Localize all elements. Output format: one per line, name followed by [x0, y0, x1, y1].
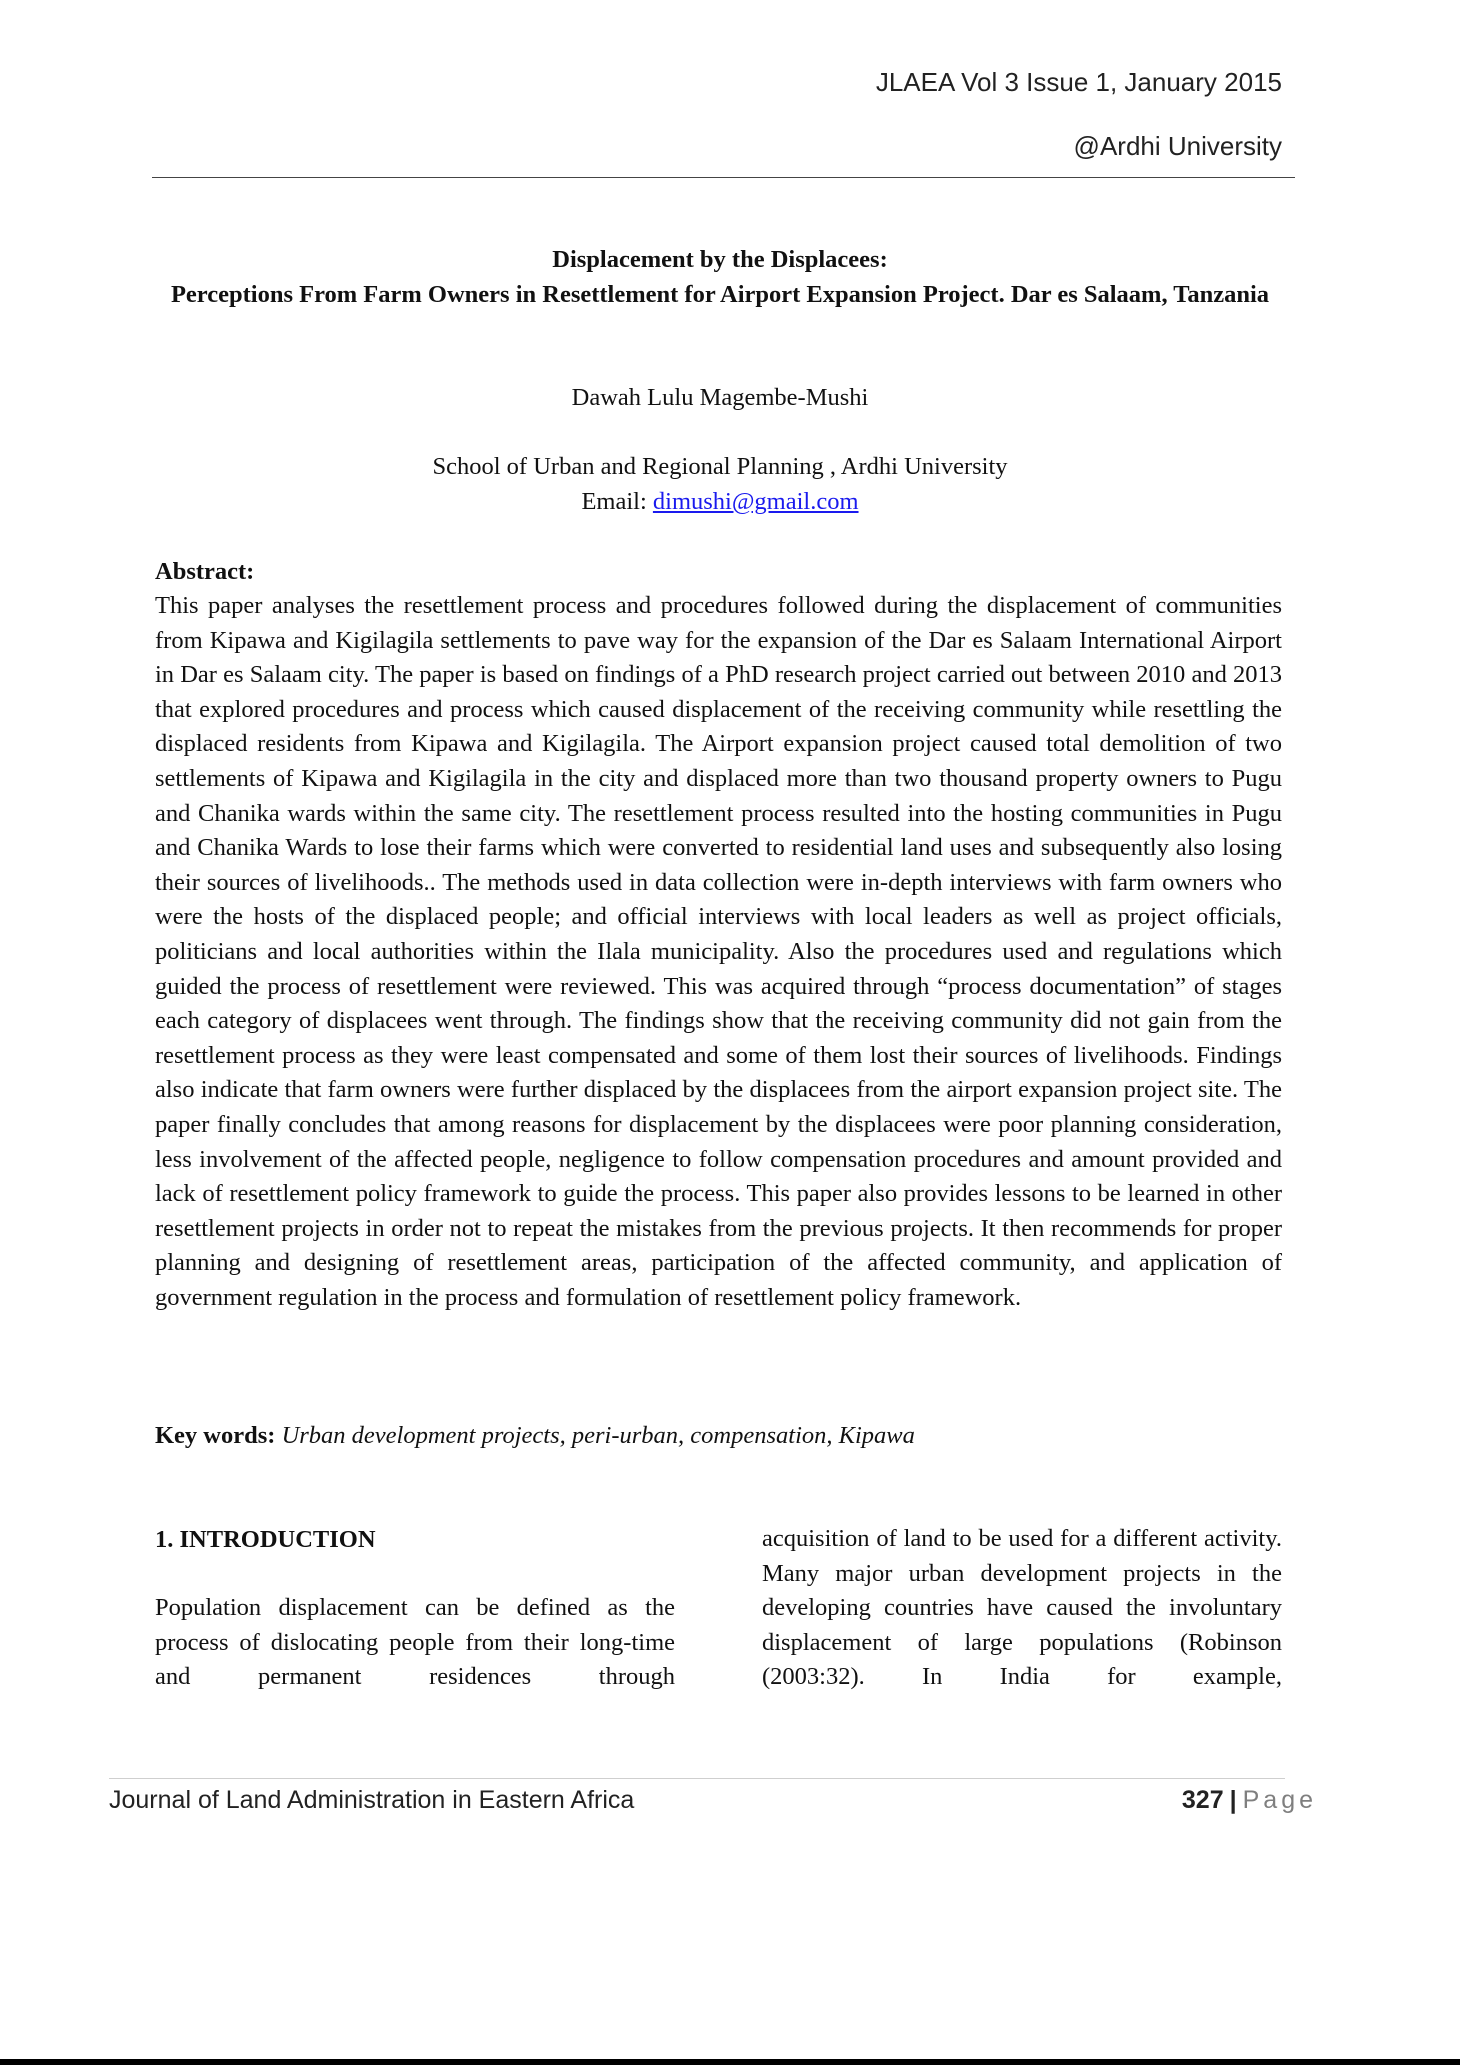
title-line-2: Perceptions From Farm Owners in Resettlement for Airport Expansion Project. Dar es Salaam, Tanzania	[170, 281, 1270, 308]
author-name: Dawah Lulu Magembe-Mushi	[571, 384, 869, 411]
journal-issue: JLAEA Vol 3 Issue 1, January 2015	[875, 67, 1282, 97]
title-line-1: Displacement by the Displacees:	[552, 246, 888, 273]
email-link[interactable]: dimushi@gmail.com	[652, 488, 859, 515]
abstract-heading: Abstract:	[155, 558, 255, 585]
keywords-label: Key words:	[155, 1422, 276, 1449]
paper-title	[160, 242, 1280, 312]
abstract-text: This paper analyses the resettlement process and procedures followed during the displacement of communities from Kipawa and Kigilagila settlements to pave way for the expansion of the Dar es Salaam International Airport in Dar es Salaam city. The paper is based on findings of a PhD research project carried out between 2010 and 2013 that explored procedures and process which caused displacement of the receiving community while resettling the displaced residents from Kipawa and Kigilagila. The Airport expansion project caused total demolition of two settlements of Kipawa and Kigilagila in the city and displaced more than two thousand property owners to Pugu and Chanika wards within the same city. The resettlement process resulted into the hosting communities in Pugu and Chanika Wards to lose their farms which were converted to residential land uses and subsequently also losing their sources of livelihoods.. The methods used in data collection were in-depth interviews with farm owners who were the hosts of the displaced people; and official interviews with local leaders as well as project officials, politicians and local authorities within the Ilala municipality. Also the procedures used and regulations which guided the process of resettlement were reviewed. This was acquired through “process documentation” of stages each category of displacees went through. The findings show that the receiving community did not gain from the resettlement process as they were least compensated and some of them lost their sources of livelihoods. Findings also indicate that farm owners were further displaced by the displacees from the airport expansion project site. The paper finally concludes that among reasons for displacement by the displacees were poor planning consideration, less involvement of the affected people, negligence to follow compensation procedures and amount provided and lack of resettlement policy framework to guide the process. This paper also provides lessons to be learned in other resettlement projects in order not to repeat the mistakes from the previous projects. It then recommends for proper planning and designing of resettlement areas, participation of the affected community, and application of government regulation in the process and formulation of resettlement policy framework.	[155, 592, 1282, 1311]
page-separator: |	[1229, 1786, 1237, 1814]
introduction-left-column: Population displacement can be defined as the process of dislocating people from their long-time and permanent residences through	[155, 1594, 675, 1691]
page-number: 327	[1181, 1786, 1224, 1814]
introduction-heading: 1. INTRODUCTION	[155, 1526, 376, 1553]
running-header	[876, 50, 1282, 178]
affiliation-block	[160, 449, 1280, 519]
keywords-line	[155, 1418, 1282, 1453]
footer-journal-name: Journal of Land Administration in Eastern Africa	[109, 1786, 635, 1814]
keywords-text: Urban development projects, peri-urban, compensation, Kipawa	[281, 1422, 915, 1449]
introduction-right-column: acquisition of land to be used for a different activity. Many major urban development projects in the developing countries have caused the involuntary displacement of large populations (Robinson (2003:32). In India for example,	[762, 1525, 1282, 1691]
footer-rule	[109, 1778, 1285, 1779]
footer-page-number	[1182, 1783, 1317, 1818]
email-label: Email:	[581, 488, 653, 515]
page-bottom-edge	[0, 2059, 1460, 2065]
school-name: School of Urban and Regional Planning , Ardhi University	[432, 453, 1008, 480]
email-line	[160, 484, 1280, 519]
institution-tag: @Ardhi University	[1073, 131, 1282, 161]
header-rule	[152, 177, 1295, 178]
page-word: Page	[1242, 1786, 1317, 1814]
